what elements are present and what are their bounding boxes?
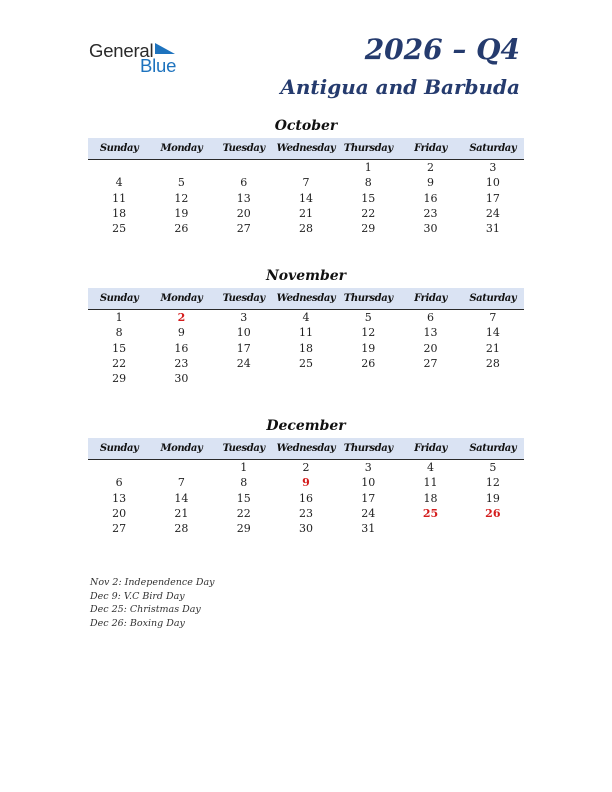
day-cell: 12 (174, 191, 189, 205)
day-cell: 29 (112, 372, 127, 386)
weekday-label: Tuesday (222, 293, 265, 304)
day-cell: 29 (236, 522, 251, 536)
month-name: October (274, 118, 338, 134)
day-cell: 6 (115, 476, 123, 490)
day-cell: 5 (489, 461, 497, 474)
day-cell: 24 (236, 356, 251, 370)
weekday-label: Tuesday (222, 443, 265, 454)
day-cell (399, 521, 461, 536)
day-cell: 1 (240, 461, 248, 474)
day-cell: 27 (423, 356, 438, 370)
weekday-label: Friday (414, 443, 447, 454)
weekday-label: Monday (160, 293, 203, 304)
day-cell: 1 (364, 161, 372, 174)
holiday-day-cell: 9 (302, 476, 310, 490)
day-cell: 30 (423, 222, 438, 236)
day-cell: 31 (361, 522, 376, 536)
day-cell: 21 (298, 206, 313, 220)
day-cell: 6 (240, 176, 248, 190)
day-cell: 10 (236, 326, 251, 340)
weekday-label: Wednesday (276, 443, 336, 454)
weekday-label: Thursday (343, 293, 393, 304)
day-cell (150, 460, 212, 475)
weekday-label: Sunday (99, 143, 139, 154)
day-cell: 29 (361, 222, 376, 236)
day-cell: 10 (485, 176, 500, 190)
week-row (88, 475, 524, 490)
week-row (88, 356, 524, 371)
day-cell: 14 (298, 191, 313, 205)
weekday-header-row (88, 138, 524, 160)
week-row (88, 521, 524, 536)
day-cell: 8 (364, 176, 372, 190)
day-cell: 18 (298, 341, 313, 355)
day-cell: 5 (364, 311, 372, 324)
day-cell: 2 (302, 461, 310, 474)
weekday-label: Monday (160, 443, 203, 454)
day-cell: 15 (236, 491, 251, 505)
day-cell: 12 (485, 476, 500, 490)
day-cell: 13 (112, 491, 127, 505)
day-cell: 16 (174, 341, 189, 355)
day-cell: 15 (361, 191, 376, 205)
day-cell: 7 (489, 311, 497, 324)
day-cell: 6 (427, 311, 435, 324)
day-cell: 1 (115, 311, 123, 324)
day-cell: 16 (298, 491, 313, 505)
month-calendar-october (88, 116, 524, 236)
weekday-label: Saturday (469, 143, 517, 154)
week-row (88, 160, 524, 175)
day-cell: 18 (112, 206, 127, 220)
holiday-day-cell: 2 (177, 311, 186, 324)
day-cell: 8 (115, 326, 123, 340)
day-cell: 31 (485, 222, 500, 236)
day-cell: 13 (423, 326, 438, 340)
day-cell: 22 (112, 356, 127, 370)
day-cell: 13 (236, 191, 251, 205)
day-cell: 14 (174, 491, 189, 505)
month-calendar-november (88, 266, 524, 386)
day-cell: 28 (174, 522, 189, 536)
day-cell (462, 521, 524, 536)
day-cell: 3 (364, 461, 372, 474)
day-cell: 19 (485, 491, 500, 505)
day-cell: 5 (177, 176, 185, 190)
day-cell: 30 (174, 372, 189, 386)
day-cell: 11 (298, 326, 313, 340)
day-cell: 11 (112, 191, 127, 205)
day-cell: 23 (423, 206, 438, 220)
weekday-label: Saturday (469, 443, 517, 454)
day-cell: 16 (423, 191, 438, 205)
week-row (88, 371, 524, 386)
day-cell (275, 371, 337, 386)
weekday-label: Wednesday (276, 293, 336, 304)
weekday-label: Friday (414, 143, 447, 154)
holiday-day-cell: 25 (422, 506, 439, 520)
weekday-label: Thursday (343, 143, 393, 154)
week-row (88, 325, 524, 340)
day-cell: 21 (174, 506, 189, 520)
holiday-note: Dec 25: Christmas Day (90, 604, 201, 616)
day-cell (88, 160, 150, 175)
day-cell (399, 371, 461, 386)
week-row (88, 206, 524, 221)
day-cell: 17 (236, 341, 251, 355)
week-row (88, 310, 524, 325)
day-cell: 20 (112, 506, 127, 520)
day-cell: 28 (298, 222, 313, 236)
holiday-note: Nov 2: Independence Day (90, 577, 215, 588)
day-cell: 25 (112, 222, 127, 236)
week-row (88, 221, 524, 236)
day-cell: 12 (361, 326, 376, 340)
week-row (88, 491, 524, 506)
day-cell: 3 (489, 161, 497, 174)
day-cell: 2 (427, 161, 435, 174)
day-cell: 22 (236, 506, 251, 520)
day-cell: 24 (485, 206, 500, 220)
logo-text-blue: Blue (140, 55, 177, 76)
day-cell (275, 160, 337, 175)
day-cell: 11 (423, 476, 438, 490)
weekday-label: Sunday (99, 443, 139, 454)
day-cell: 4 (427, 461, 435, 474)
day-cell: 9 (177, 326, 185, 340)
day-cell (213, 160, 275, 175)
day-cell: 14 (485, 326, 500, 340)
logo-text-general: General (89, 40, 154, 61)
day-cell: 3 (240, 311, 248, 324)
day-cell: 8 (240, 476, 248, 490)
weekday-label: Friday (414, 293, 447, 304)
week-row (88, 191, 524, 206)
holiday-note: Dec 9: V.C Bird Day (90, 590, 185, 602)
day-cell: 30 (298, 522, 313, 536)
weekday-label: Sunday (99, 293, 139, 304)
day-cell: 20 (423, 341, 438, 355)
weekday-label: Thursday (343, 443, 393, 454)
day-cell: 27 (236, 222, 251, 236)
day-cell: 7 (177, 476, 185, 490)
week-row (88, 506, 524, 521)
weekday-label: Tuesday (222, 143, 265, 154)
day-cell (462, 371, 524, 386)
day-cell: 21 (485, 341, 500, 355)
holiday-day-cell: 26 (485, 506, 501, 520)
holiday-notes (90, 576, 215, 631)
day-cell: 15 (112, 341, 127, 355)
day-cell: 28 (485, 356, 500, 370)
day-cell: 23 (174, 356, 189, 370)
month-name: November (265, 268, 347, 284)
day-cell: 19 (361, 341, 376, 355)
day-cell: 22 (361, 206, 376, 220)
day-cell (88, 460, 150, 475)
day-cell: 9 (427, 176, 435, 190)
day-cell: 25 (298, 356, 313, 370)
day-cell: 18 (423, 491, 438, 505)
day-cell: 4 (115, 176, 123, 190)
day-cell: 4 (302, 311, 310, 324)
week-row (88, 341, 524, 356)
weekday-label: Monday (160, 143, 203, 154)
day-cell: 10 (361, 476, 376, 490)
page-title: 2026 – Q4 (364, 33, 520, 66)
day-cell: 27 (112, 522, 127, 536)
weekday-header-row (88, 438, 524, 460)
weekday-label: Saturday (469, 293, 517, 304)
day-cell: 23 (298, 506, 313, 520)
holiday-note: Dec 26: Boxing Day (90, 618, 185, 630)
day-cell: 17 (485, 191, 500, 205)
week-row (88, 460, 524, 475)
month-name: December (266, 418, 346, 434)
day-cell: 26 (361, 356, 376, 370)
day-cell (213, 371, 275, 386)
day-cell: 20 (236, 206, 251, 220)
day-cell: 17 (361, 491, 376, 505)
generalblue-logo (89, 40, 189, 76)
day-cell (150, 160, 212, 175)
day-cell: 24 (361, 506, 376, 520)
logo-flag-icon (155, 43, 175, 54)
day-cell: 7 (302, 176, 310, 190)
day-cell: 19 (174, 206, 189, 220)
country-subtitle: Antigua and Barbuda (280, 75, 520, 99)
week-row (88, 175, 524, 190)
weekday-header-row (88, 288, 524, 310)
day-cell: 26 (174, 222, 189, 236)
weekday-label: Wednesday (276, 143, 336, 154)
day-cell (337, 371, 399, 386)
month-calendar-december (88, 416, 524, 536)
